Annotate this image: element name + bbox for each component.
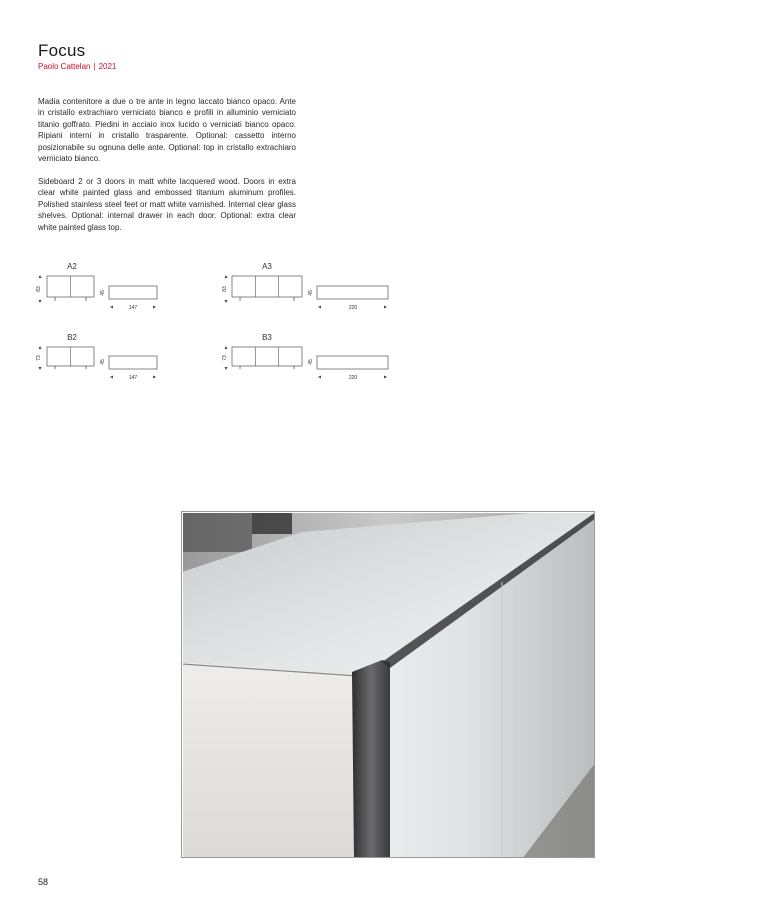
model-diagram-b3 — [218, 331, 393, 391]
model-drawing-a3 — [218, 260, 393, 315]
sideboard-corner-image — [182, 512, 595, 858]
model-diagram-a3 — [218, 260, 393, 320]
background-object-dark — [252, 512, 292, 534]
product-title: Focus — [38, 41, 86, 60]
width-label-a2: 147 — [128, 305, 138, 311]
width-label-a3: 220 — [348, 305, 358, 311]
height-label-a2: 83 — [36, 286, 42, 292]
front-outline-a3 — [232, 276, 302, 297]
height-label-b3: 73 — [222, 355, 228, 361]
designer-credit — [38, 62, 116, 71]
top-outline-b3 — [317, 356, 388, 369]
model-diagram-b2 — [34, 331, 169, 391]
model-diagram-a2 — [34, 260, 169, 320]
height-label-b2: 73 — [36, 355, 42, 361]
depth-label-b3: 45 — [308, 359, 314, 365]
model-code-b2: B2 — [67, 333, 77, 342]
model-drawing-b3 — [218, 331, 393, 386]
width-label-b3: 220 — [348, 375, 358, 381]
background-object — [182, 512, 252, 552]
model-code-a2: A2 — [67, 262, 77, 271]
design-year: 2021 — [98, 62, 117, 71]
front-outline-b3 — [232, 347, 302, 366]
top-outline-b2 — [109, 356, 157, 369]
credit-separator: | — [93, 62, 96, 71]
description-italian: Madia contenitore a due o tre ante in legno laccato bianco opaco. Ante in cristallo extrachiaro verniciato bianco e profili in alluminio verniciato titanio goffrato. Piedini in acciaio inox lucido o verniciati bianco opaco. Ripiani interni in cristallo trasparente. Optional: cassetto interno posizionabile su ognuna delle ante. Optional: top in cristallo extrachiaro verniciato bianco. — [38, 97, 296, 164]
description-english: Sideboard 2 or 3 doors in matt white lacquered wood. Doors in extra clear white painted glass and embossed titanium aluminum profiles. Polished stainless steel feet or matt white varnished. Internal clear glass shelves. Optional: internal drawer in each door. Optional: extra clear white painted glass top. — [38, 177, 296, 232]
top-outline-a2 — [109, 286, 157, 299]
aluminum-profile — [352, 660, 390, 858]
depth-label-a2: 45 — [100, 290, 106, 296]
top-outline-a3 — [317, 286, 388, 299]
depth-label-b2: 45 — [100, 359, 106, 365]
model-code-a3: A3 — [262, 262, 272, 271]
cabinet-side — [182, 662, 360, 858]
page-number: 58 — [38, 877, 49, 887]
designer-name: Paolo Cattelan — [38, 62, 91, 71]
width-label-b2: 147 — [128, 375, 138, 381]
model-drawing-a2 — [34, 260, 169, 315]
model-code-b3: B3 — [262, 333, 272, 342]
model-drawing-b2 — [34, 331, 169, 386]
product-photo — [181, 511, 595, 858]
height-label-a3: 83 — [222, 286, 228, 292]
depth-label-a3: 45 — [308, 290, 314, 296]
